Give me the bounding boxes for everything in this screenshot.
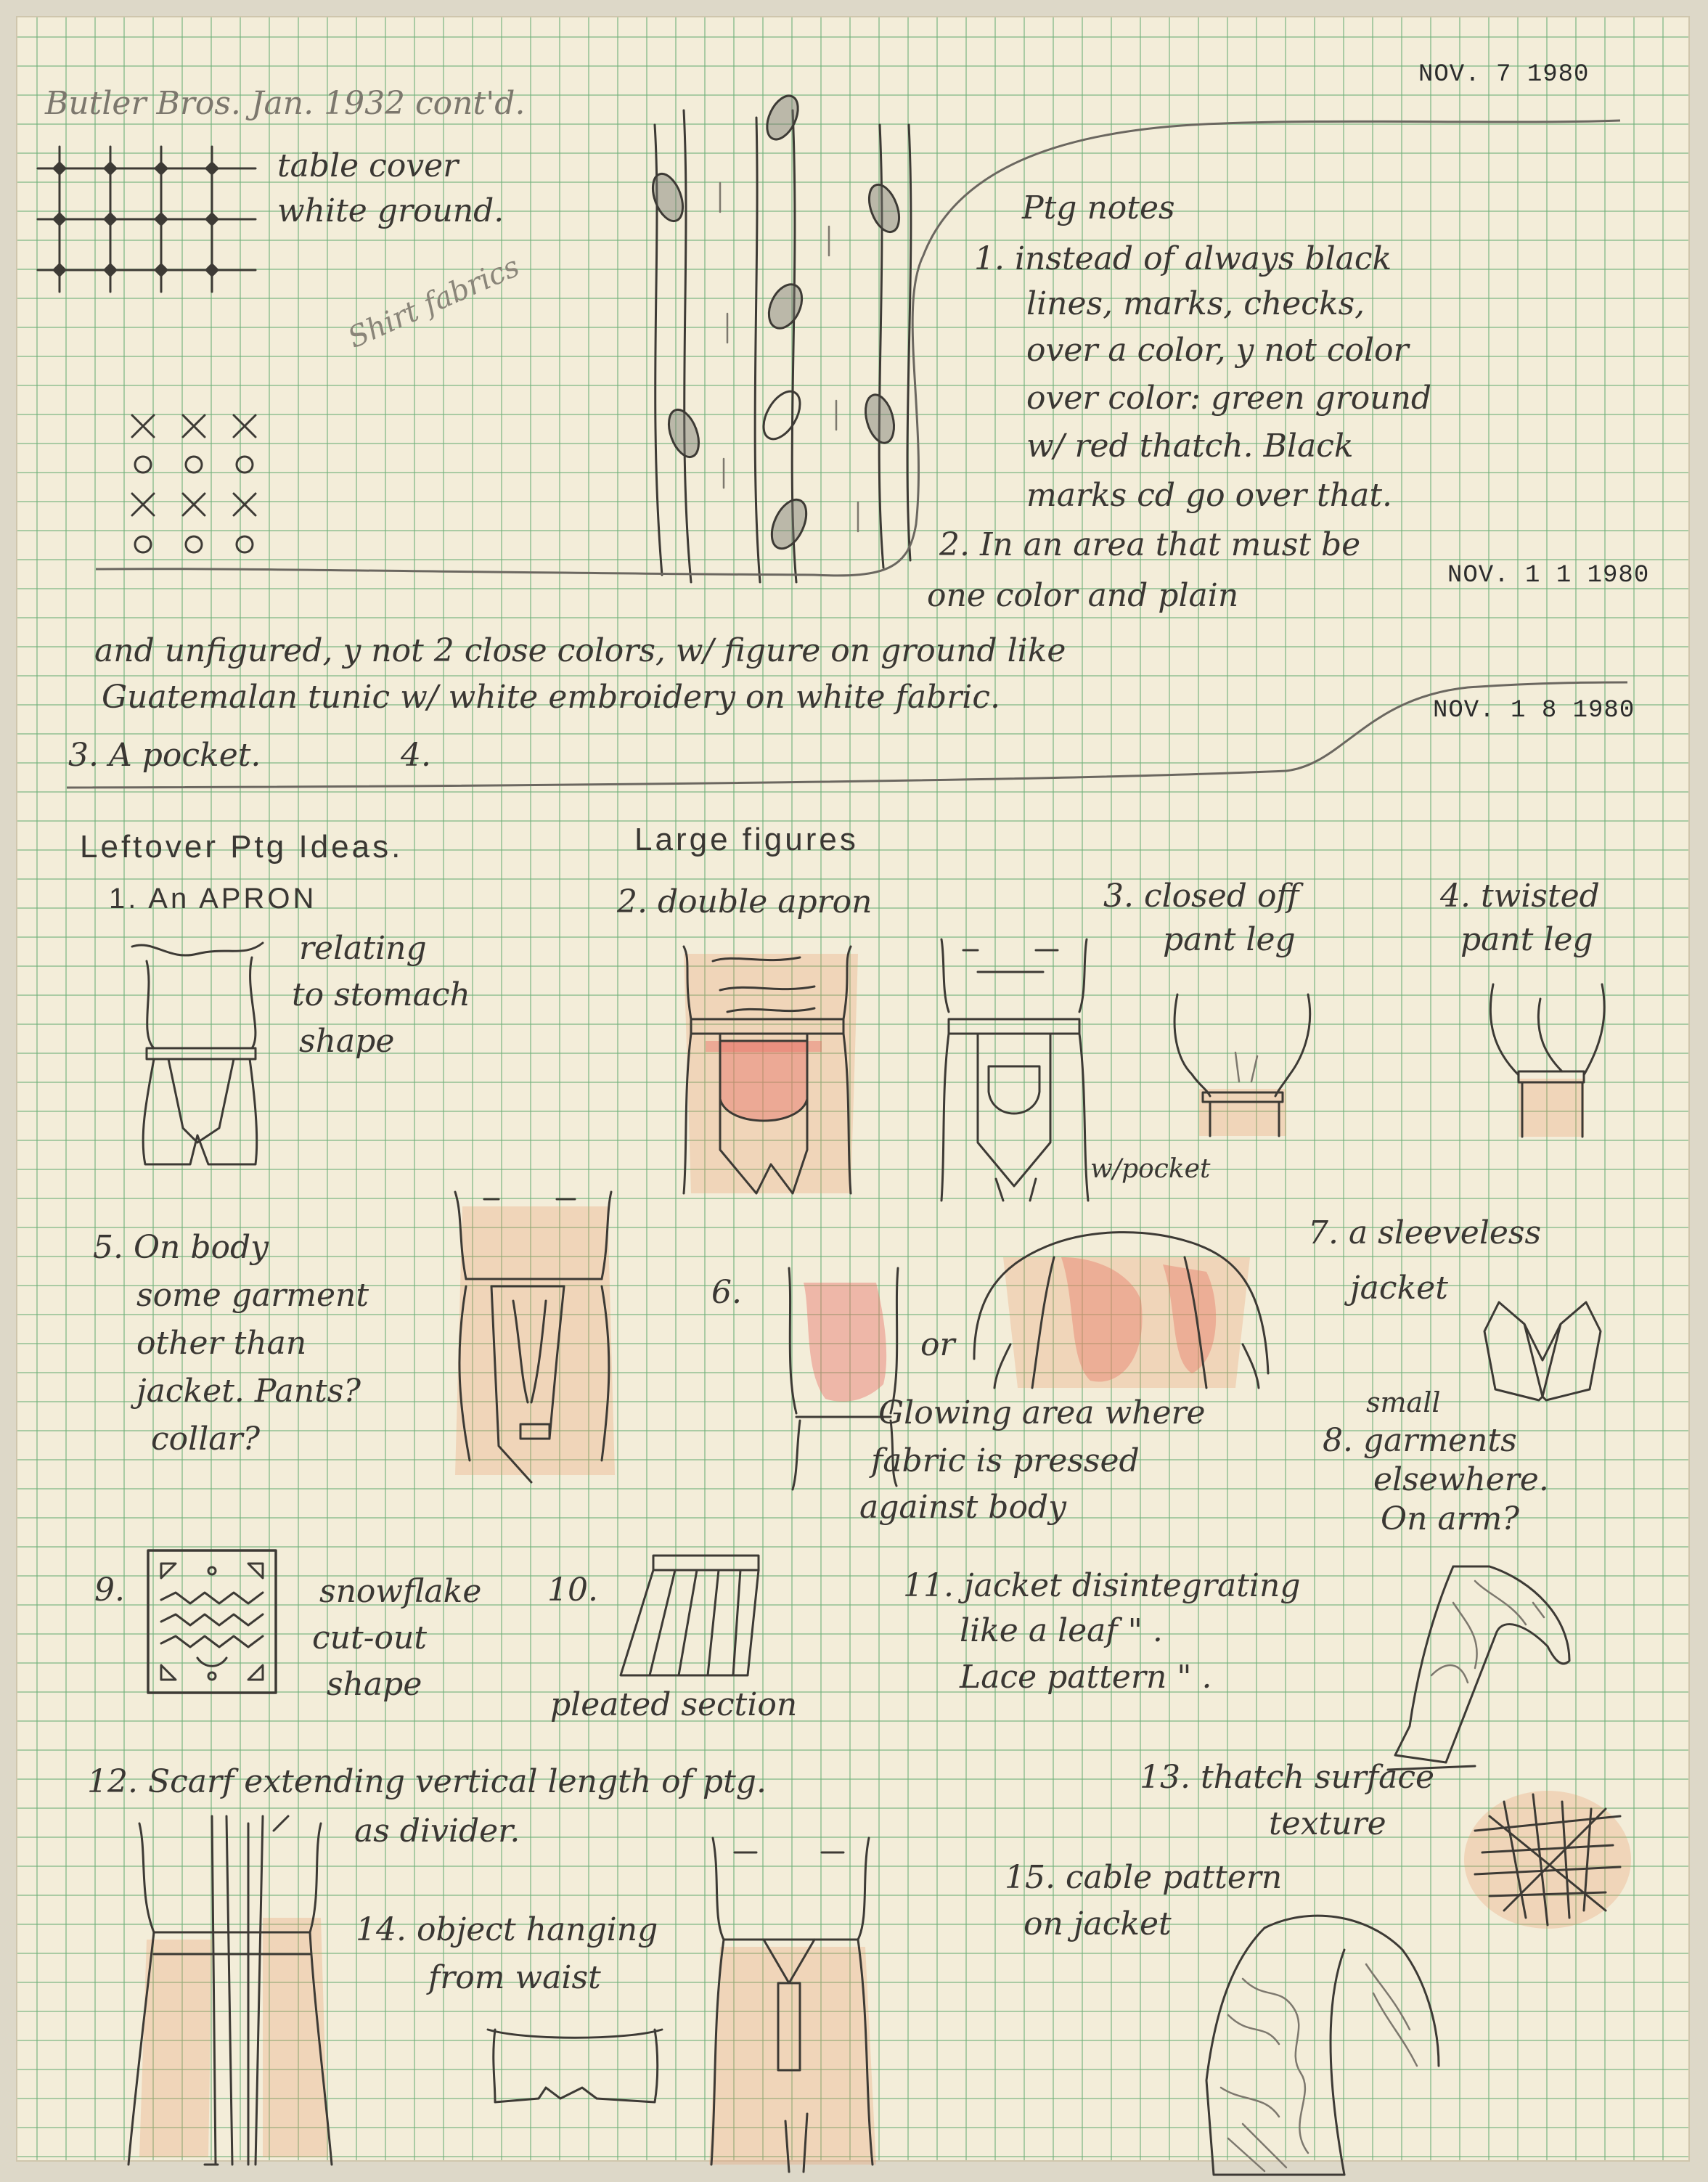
ptg-notes-title: Ptg notes bbox=[1022, 189, 1175, 226]
item1-desc-line1: relating bbox=[299, 930, 427, 967]
note1-line2: lines, marks, checks, bbox=[1026, 285, 1365, 322]
item6-or: or bbox=[920, 1326, 955, 1363]
butler-bros-heading: Butler Bros. Jan. 1932 cont'd. bbox=[45, 85, 526, 122]
item12-desc: as divider. bbox=[354, 1813, 520, 1850]
item6-desc-line1: Glowing area where bbox=[878, 1394, 1206, 1431]
note1-line6: marks cd go over that. bbox=[1026, 477, 1392, 514]
closed-pant-leg-sketch bbox=[1170, 987, 1315, 1140]
item8-line1: small bbox=[1366, 1386, 1441, 1418]
item1-desc-line2: to stomach bbox=[292, 976, 470, 1013]
large-figures-subtitle: Large figures bbox=[634, 822, 859, 857]
item6-number: 6. bbox=[711, 1274, 742, 1311]
item4-title-line2: pant leg bbox=[1460, 921, 1593, 958]
pleated-section-sketch bbox=[617, 1552, 762, 1683]
scarf-divider-sketch bbox=[125, 1809, 343, 2172]
item15-line2: on jacket bbox=[1023, 1905, 1172, 1942]
item1-title: 1. An APRON bbox=[109, 883, 317, 915]
item9-desc-line1: snowflake bbox=[319, 1573, 482, 1610]
item7-title-line1: 7. a sleeveless bbox=[1308, 1214, 1542, 1251]
item1-desc-line3: shape bbox=[299, 1023, 395, 1060]
table-cover-label: table cover bbox=[277, 147, 459, 184]
item2-pocket-note: w/pocket bbox=[1090, 1154, 1211, 1184]
date-stamp-nov-18: NOV. 1 8 1980 bbox=[1433, 697, 1635, 724]
hanging-object-sketch bbox=[481, 2015, 669, 2109]
item13-line1: 13. thatch surface bbox=[1140, 1759, 1435, 1796]
snowflake-cutout-sketch bbox=[147, 1549, 277, 1694]
note1-line4: over color: green ground bbox=[1026, 380, 1432, 417]
note2-line1: 2. In an area that must be bbox=[939, 526, 1361, 563]
item5-line2: some garment bbox=[136, 1277, 369, 1314]
shirt-fabrics-label: Shirt fabrics bbox=[343, 250, 525, 356]
item13-line2: texture bbox=[1269, 1805, 1386, 1842]
figure-with-hanging-object-sketch bbox=[706, 1831, 880, 2172]
double-apron-peach-sketch bbox=[677, 932, 865, 1208]
item15-line1: 15. cable pattern bbox=[1005, 1859, 1283, 1896]
leftover-ptg-ideas-title: Leftover Ptg Ideas. bbox=[80, 829, 404, 865]
twisted-pant-leg-sketch bbox=[1482, 977, 1613, 1140]
item6-desc-line3: against body bbox=[859, 1489, 1066, 1526]
item7-title-line2: jacket bbox=[1350, 1270, 1448, 1307]
figure-with-pants-sketch bbox=[448, 1185, 622, 1490]
date-stamp-nov-11: NOV. 1 1 1980 bbox=[1447, 562, 1650, 589]
item3-title-line2: pant leg bbox=[1163, 921, 1296, 958]
item10-number: 10. bbox=[547, 1572, 598, 1609]
item14-line1: 14. object hanging bbox=[356, 1911, 658, 1948]
note2-line2: one color and plain bbox=[927, 577, 1239, 614]
sleeveless-jacket-sketch bbox=[1481, 1302, 1604, 1404]
item4-title-line1: 4. twisted bbox=[1440, 878, 1600, 915]
note2-cont-line1: and unfigured, y not 2 close colors, w/ figure on ground like bbox=[94, 632, 1066, 669]
note1-line1: 1. instead of always black bbox=[974, 240, 1392, 277]
note4-number: 4. bbox=[401, 737, 431, 774]
note3-pocket: 3. A pocket. bbox=[68, 737, 261, 774]
disintegrating-jacket-sketch bbox=[1388, 1559, 1577, 1770]
thatch-texture-sketch bbox=[1460, 1787, 1635, 1932]
item5-line5: collar? bbox=[151, 1421, 261, 1458]
item12-title: 12. Scarf extending vertical length of ptg. bbox=[87, 1763, 767, 1800]
item11-line3: Lace pattern " . bbox=[960, 1659, 1212, 1696]
apron-sketch bbox=[125, 932, 277, 1172]
double-apron-pocket-sketch bbox=[934, 932, 1094, 1208]
note2-cont-line2: Guatemalan tunic w/ white embroidery on white fabric. bbox=[102, 679, 1000, 716]
item5-line3: other than bbox=[136, 1325, 307, 1362]
item9-desc-line3: shape bbox=[327, 1666, 422, 1703]
item8-line2: 8. garments bbox=[1323, 1422, 1517, 1459]
item6-desc-line2: fabric is pressed bbox=[871, 1442, 1140, 1479]
item11-line1: 11. jacket disintegrating bbox=[903, 1567, 1301, 1604]
item8-line3: elsewhere. bbox=[1373, 1461, 1549, 1498]
item2-title: 2. double apron bbox=[617, 883, 873, 920]
note1-line5: w/ red thatch. Black bbox=[1026, 428, 1354, 465]
note1-line3: over a color, y not color bbox=[1026, 332, 1409, 369]
item11-line2: like a leaf " . bbox=[960, 1612, 1163, 1649]
item5-line1: 5. On body bbox=[93, 1229, 269, 1266]
glowing-back-sketch bbox=[960, 1214, 1279, 1395]
item3-title-line1: 3. closed off bbox=[1103, 878, 1299, 915]
cable-pattern-jacket-sketch bbox=[1199, 1906, 1446, 2182]
date-stamp-nov-7: NOV. 7 1980 bbox=[1418, 61, 1590, 89]
item9-desc-line2: cut-out bbox=[312, 1619, 428, 1656]
item8-line4: On arm? bbox=[1381, 1500, 1519, 1537]
item9-number: 9. bbox=[94, 1572, 125, 1609]
item10-desc: pleated section bbox=[550, 1686, 798, 1723]
item5-line4: jacket. Pants? bbox=[136, 1373, 361, 1410]
white-ground-label: white ground. bbox=[277, 192, 504, 229]
graph-paper-sheet bbox=[16, 16, 1690, 2162]
item14-line2: from waist bbox=[428, 1959, 601, 1996]
